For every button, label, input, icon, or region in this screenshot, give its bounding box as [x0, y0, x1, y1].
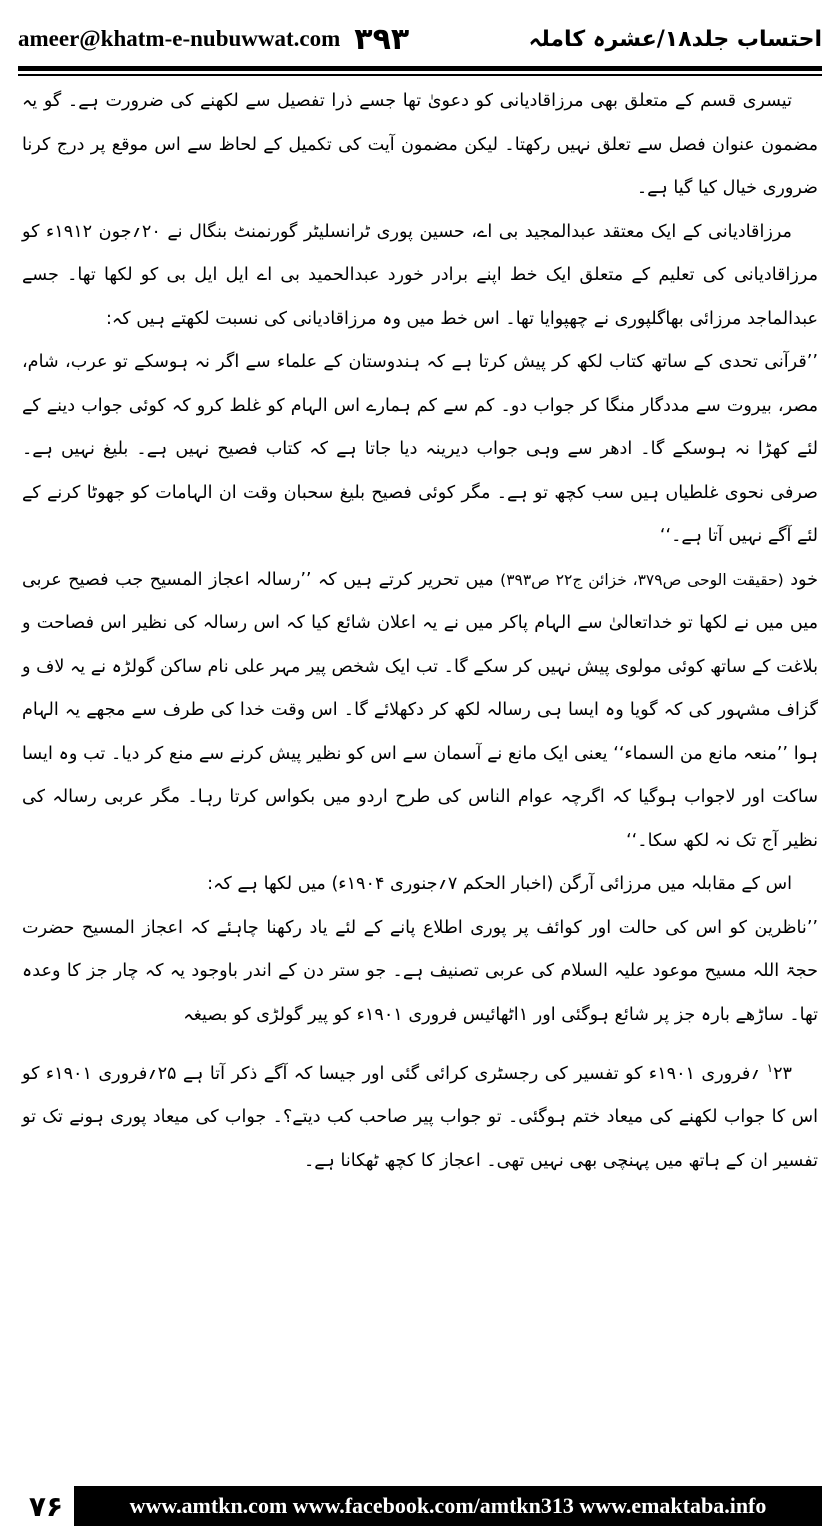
footer-links: www.amtkn.com www.facebook.com/amtkn313 www.emaktaba.info	[74, 1486, 822, 1526]
paragraph-4: اس کے مقابلہ میں مرزائی آرگن (اخبار الحکم ۷؍جنوری ۱۹۰۴ء) میں لکھا ہے کہ:	[207, 874, 792, 894]
quote-2: ’’ناظرین کو اس کی حالت اور کوائف پر پوری اطلاع پانے کے لئے یاد رکھنا چاہئے کہ اعجاز المسیح حضرت حجۃ اللہ مسیح موعود علیہ السلام کی عربی تصنیف ہے۔ جو ستر دن کے اندر باوجود یہ کہ چار جز کا وعدہ تھا۔ ساڑھے بارہ جز پر شائع ہوگئی اور ۱اٹھائیس فروری ۱۹۰۱ء کو پیر گولڑی کو بصیغہ	[22, 917, 818, 1025]
header-book-title: احتساب جلد۱۸/عشرہ کاملہ	[528, 26, 822, 52]
footer-page-number: ۷۶	[28, 1489, 64, 1523]
reference-citation: (حقیقت الوحی ص۳۷۹، خزائن ج۲۲ ص۳۹۳)	[500, 570, 784, 589]
quote-1: ’’قرآنی تحدی کے ساتھ کتاب لکھ کر پیش کرتا ہے کہ ہندوستان کے علماء سے اگر نہ ہوسکے تو عرب، شام، مصر، بیروت سے مددگار منگا کر جواب دو۔ کم سے کم ہمارے اس الہام کو غلط کرو کہ کوئی جواب دینے کے لئے کھڑا نہ ہوسکے گا۔ ادھر سے وہی جواب دیرینہ دیا جاتا ہے کہ کتاب فصیح نہیں ہے۔ بلیغ نہیں ہے۔ صرفی نحوی غلطیاں ہیں سب کچھ تو ہے۔ مگر کوئی فصیح بلیغ سحبان وقت ان الہامات کو جھوٹا کرنے کے لئے آگے نہیں آتا ہے۔‘‘	[22, 352, 818, 546]
footnote-text: ۲۳؍فروری ۱۹۰۱ء کو تفسیر کی رجسٹری کرائی گئی اور جیسا کہ آگے ذکر آتا ہے ۲۵؍فروری ۱۹۰۱ء کو اس کا جواب لکھنے کی میعاد ختم ہوگئی۔ تو جواب پیر صاحب کب دیتے؟۔ جواب کی میعاد پوری ہونے تک تو تفسیر ان کے ہاتھ میں پہنچی بھی نہیں تھی۔ اعجاز کا کچھ ٹھکانا ہے۔	[22, 1063, 818, 1171]
header-rule-thin	[18, 74, 822, 76]
footnote-separator	[22, 1037, 818, 1047]
paragraph-1: تیسری قسم کے متعلق بھی مرزاقادیانی کو دعویٰ تھا جسے ذرا تفصیل سے لکھنے کی ضرورت ہے۔ گو یہ مضمون عنوان فصل سے تعلق نہیں رکھتا۔ لیکن مضمون آیت کی تکمیل کے لحاظ سے اس موقع پر درج کرنا ضروری خیال کیا گیا ہے۔	[22, 91, 818, 198]
paragraph-2: مرزاقادیانی کے ایک معتقد عبدالمجید بی اے، حسین پوری ٹرانسلیٹر گورنمنٹ بنگال نے ۲۰؍جون ۱۹۱۲ء کو مرزاقادیانی کی تعلیم کے متعلق ایک خط اپنے برادر خورد عبدالحمید بی اے ایل ایل بی کو لکھا تھا۔ جسے عبدالماجد مرزائی بھاگلپوری نے چھپوایا تھا۔ اس خط میں وہ مرزاقادیانی کی نسبت لکھتے ہیں کہ:	[22, 221, 818, 329]
header-page-number: ۳۹۳	[354, 21, 410, 57]
paragraph-3	[22, 559, 818, 864]
footnote	[22, 1047, 818, 1183]
footnote-marker: ۱	[766, 1061, 774, 1075]
paragraph-3-start: خود	[790, 569, 819, 590]
paragraph-3-rest: میں تحریر کرتے ہیں کہ ’’رسالہ اعجاز المسیح جب فصیح عربی میں میں نے لکھا تو خداتعالیٰ سے الہام پاکر میں نے یہ اعلان شائع کیا کہ اس رسالہ کی نظیر اس فصاحت و بلاغت کے ساتھ کوئی مولوی پیش نہیں کر سکے گا۔ تب ایک شخص پیر مہر علی نام ساکن گولڑہ نے یہ لاف و گزاف مشہور کی کہ گویا وہ ایسا ہی رسالہ لکھ کر دکھلائے گا۔ اس وقت خدا کی طرف سے مجھے یہ الہام ہوا ’’منعہ مانع من السماء‘‘ یعنی ایک مانع نے آسمان سے اس کو نظیر پیش کرنے سے منع کر دیا۔ تب وہ ایسا ساکت اور لاجواب ہوگیا کہ اگرچہ عوام الناس کی طرح اردو میں بکواس کرتا رہا۔ مگر عربی رسالہ کی نظیر آج تک نہ لکھ سکا۔‘‘	[22, 569, 818, 851]
page-footer	[18, 1486, 822, 1526]
header-rule-thick	[18, 66, 822, 71]
page-header	[18, 14, 822, 64]
header-left-group	[18, 22, 409, 57]
page-content	[22, 80, 818, 1183]
header-email: ameer@khatm-e-nubuwwat.com	[18, 26, 341, 51]
